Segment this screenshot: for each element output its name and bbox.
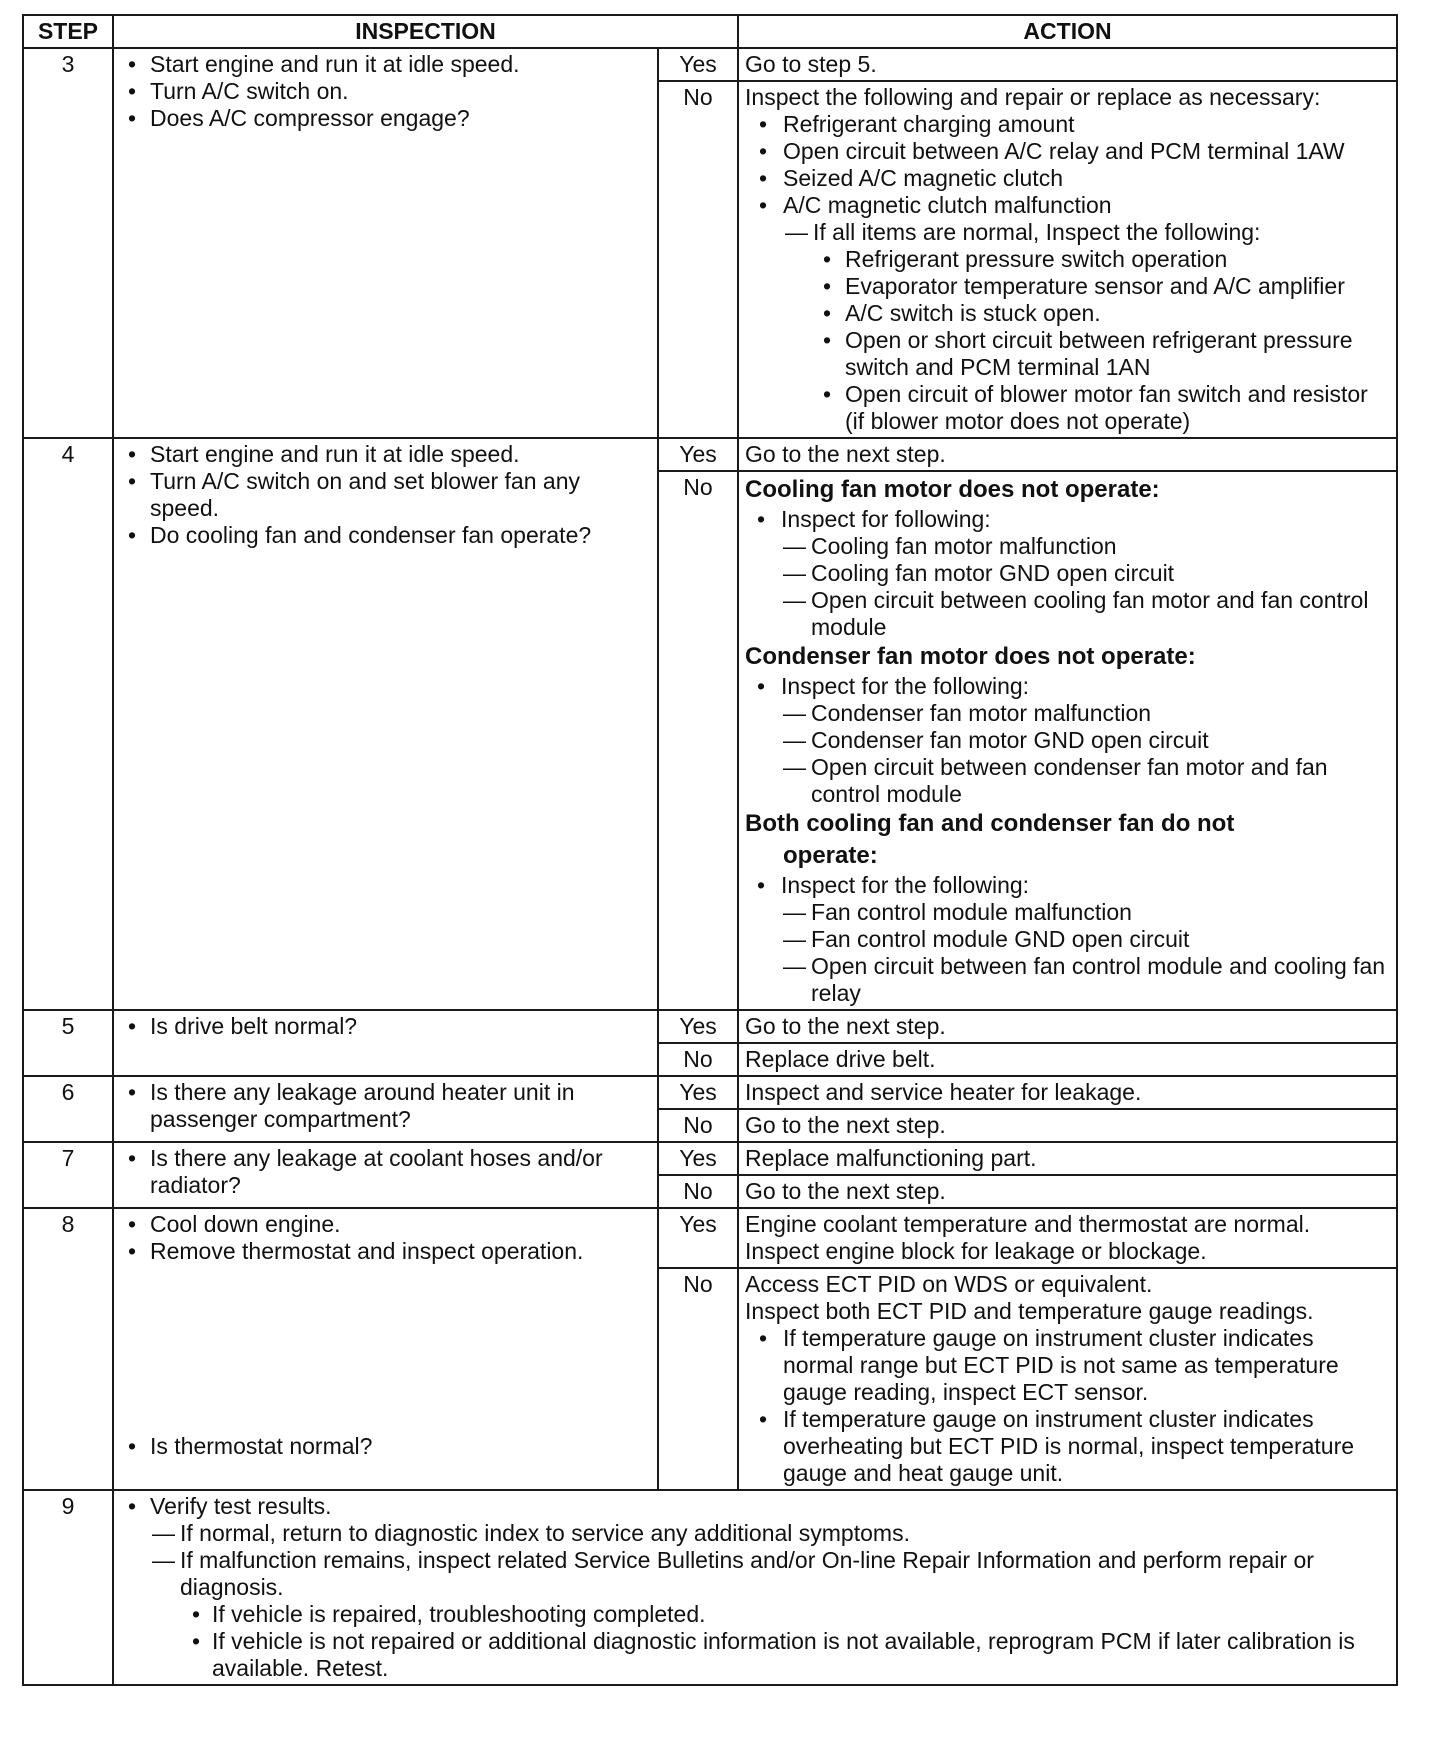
action-subitem: — Open circuit between fan control module and cooling fan relay: [777, 953, 1390, 1007]
yes-label: Yes: [658, 48, 738, 81]
action-line: Inspect both ECT PID and temperature gauge readings.: [745, 1298, 1314, 1324]
step-4-inspection: [113, 438, 658, 1010]
step-5-no-action: Replace drive belt.: [738, 1043, 1397, 1076]
no-label: No: [658, 1175, 738, 1208]
inspection-header: INSPECTION: [113, 15, 738, 48]
step-7-inspection: [113, 1142, 658, 1208]
inspection-item: • Verify test results.: [120, 1493, 1390, 1520]
action-intro: Inspect the following and repair or replace as necessary:: [745, 84, 1321, 110]
step-7-yes-action: Replace malfunctioning part.: [738, 1142, 1397, 1175]
no-label: No: [658, 1268, 738, 1490]
step-number: 8: [23, 1208, 113, 1490]
step-number: 3: [23, 48, 113, 438]
step-8-yes-row: [23, 1208, 1397, 1268]
yes-label: Yes: [658, 1076, 738, 1109]
action-subitem: — Condenser fan motor GND open circuit: [777, 727, 1390, 754]
inspection-item: • Do cooling fan and condenser fan operate?: [120, 522, 651, 549]
action-subitem: • A/C switch is stuck open.: [745, 300, 1390, 327]
step-6-yes-row: [23, 1076, 1397, 1109]
both-fans-heading-cont: operate:: [783, 842, 878, 869]
inspection-item: • Is drive belt normal?: [120, 1013, 651, 1040]
no-label: No: [658, 1109, 738, 1142]
step-5-inspection: [113, 1010, 658, 1076]
action-header: ACTION: [738, 15, 1397, 48]
inspection-item: • Is there any leakage at coolant hoses and/or radiator?: [120, 1145, 651, 1199]
step-number: 9: [23, 1490, 113, 1685]
header-row: [23, 15, 1397, 48]
step-8-yes-action: [738, 1208, 1397, 1268]
action-item: • Inspect for the following:: [745, 673, 1390, 700]
step-9-inspection: [113, 1490, 1397, 1685]
step-5-yes-row: [23, 1010, 1397, 1043]
step-header: STEP: [23, 15, 113, 48]
yes-label: Yes: [658, 438, 738, 471]
action-subitem: • Open or short circuit between refrigerant pressure switch and PCM terminal 1AN: [745, 327, 1390, 381]
yes-label: Yes: [658, 1142, 738, 1175]
step-9-row: [23, 1490, 1397, 1685]
inspection-item: • Is there any leakage around heater unit in passenger compartment?: [120, 1079, 651, 1133]
action-line: Access ECT PID on WDS or equivalent.: [745, 1271, 1153, 1297]
step-3-yes-row: [23, 48, 1397, 81]
action-item: • Seized A/C magnetic clutch: [745, 165, 1390, 192]
step-4-no-action: [738, 471, 1397, 1010]
action-subnote: — If all items are normal, Inspect the following:: [745, 219, 1390, 246]
step-6-yes-action: Inspect and service heater for leakage.: [738, 1076, 1397, 1109]
step-number: 4: [23, 438, 113, 1010]
inspection-item: • Turn A/C switch on.: [120, 78, 651, 105]
cooling-fan-heading: Cooling fan motor does not operate:: [745, 476, 1160, 503]
action-item: • Inspect for following:: [745, 506, 1390, 533]
inspection-subsubitem: • If vehicle is repaired, troubleshooting completed.: [150, 1601, 1390, 1628]
inspection-item: • Remove thermostat and inspect operation.: [120, 1238, 651, 1265]
action-subitem: — Fan control module malfunction: [777, 899, 1390, 926]
no-label: No: [658, 81, 738, 438]
action-item: • Refrigerant charging amount: [745, 111, 1390, 138]
step-8-no-action: [738, 1268, 1397, 1490]
diagnostic-table: [22, 14, 1398, 1686]
step-4-yes-action: Go to the next step.: [738, 438, 1397, 471]
inspection-item: • Cool down engine.: [120, 1211, 651, 1238]
action-item: • Inspect for the following:: [745, 872, 1390, 899]
step-3-no-action: [738, 81, 1397, 438]
action-line: Engine coolant temperature and thermostat are normal.: [745, 1211, 1311, 1237]
step-number: 7: [23, 1142, 113, 1208]
inspection-item: • Start engine and run it at idle speed.: [120, 51, 651, 78]
step-3-yes-action: Go to step 5.: [738, 48, 1397, 81]
step-4-yes-row: [23, 438, 1397, 471]
action-subitem: — Fan control module GND open circuit: [777, 926, 1390, 953]
yes-label: Yes: [658, 1010, 738, 1043]
condenser-fan-heading: Condenser fan motor does not operate:: [745, 643, 1196, 670]
action-item: • If temperature gauge on instrument cluster indicates normal range but ECT PID is not same as temperature gauge reading, inspect ECT sensor.: [745, 1325, 1390, 1406]
step-6-no-action: Go to the next step.: [738, 1109, 1397, 1142]
step-8-inspection: [113, 1208, 658, 1490]
action-item: • If temperature gauge on instrument cluster indicates overheating but ECT PID is normal, inspect temperature gauge and heat gauge unit.: [745, 1406, 1390, 1487]
action-subitem: • Evaporator temperature sensor and A/C amplifier: [745, 273, 1390, 300]
step-7-no-action: Go to the next step.: [738, 1175, 1397, 1208]
step-6-inspection: [113, 1076, 658, 1142]
inspection-item: • Does A/C compressor engage?: [120, 105, 651, 132]
step-number: 6: [23, 1076, 113, 1142]
inspection-question: • Is thermostat normal?: [120, 1433, 651, 1460]
no-label: No: [658, 471, 738, 1010]
inspection-subsubitem: • If vehicle is not repaired or additional diagnostic information is not available, reprogram PCM if later calibration is available. Retest.: [150, 1628, 1390, 1682]
inspection-subitem: — If normal, return to diagnostic index to service any additional symptoms.: [120, 1520, 1390, 1547]
step-5-yes-action: Go to the next step.: [738, 1010, 1397, 1043]
action-subitem: — Condenser fan motor malfunction: [777, 700, 1390, 727]
step-3-inspection: [113, 48, 658, 438]
inspection-subitem: — If malfunction remains, inspect related Service Bulletins and/or On-line Repair Information and perform repair or diagnosis.: [120, 1547, 1390, 1601]
action-subitem: — Open circuit between condenser fan motor and fan control module: [777, 754, 1390, 808]
inspection-item: • Turn A/C switch on and set blower fan any speed.: [120, 468, 651, 522]
yes-label: Yes: [658, 1208, 738, 1268]
action-line: Inspect engine block for leakage or blockage.: [745, 1238, 1207, 1264]
step-number: 5: [23, 1010, 113, 1076]
action-subitem: • Open circuit of blower motor fan switch and resistor (if blower motor does not operate): [745, 381, 1390, 435]
step-7-yes-row: [23, 1142, 1397, 1175]
action-subitem: • Refrigerant pressure switch operation: [745, 246, 1390, 273]
no-label: No: [658, 1043, 738, 1076]
action-subitem: — Open circuit between cooling fan motor and fan control module: [777, 587, 1390, 641]
both-fans-heading: Both cooling fan and condenser fan do not: [745, 810, 1235, 837]
action-subitem: — Cooling fan motor malfunction: [777, 533, 1390, 560]
action-item: • A/C magnetic clutch malfunction: [745, 192, 1390, 219]
action-subitem: — Cooling fan motor GND open circuit: [777, 560, 1390, 587]
inspection-item: • Start engine and run it at idle speed.: [120, 441, 651, 468]
action-item: • Open circuit between A/C relay and PCM terminal 1AW: [745, 138, 1390, 165]
